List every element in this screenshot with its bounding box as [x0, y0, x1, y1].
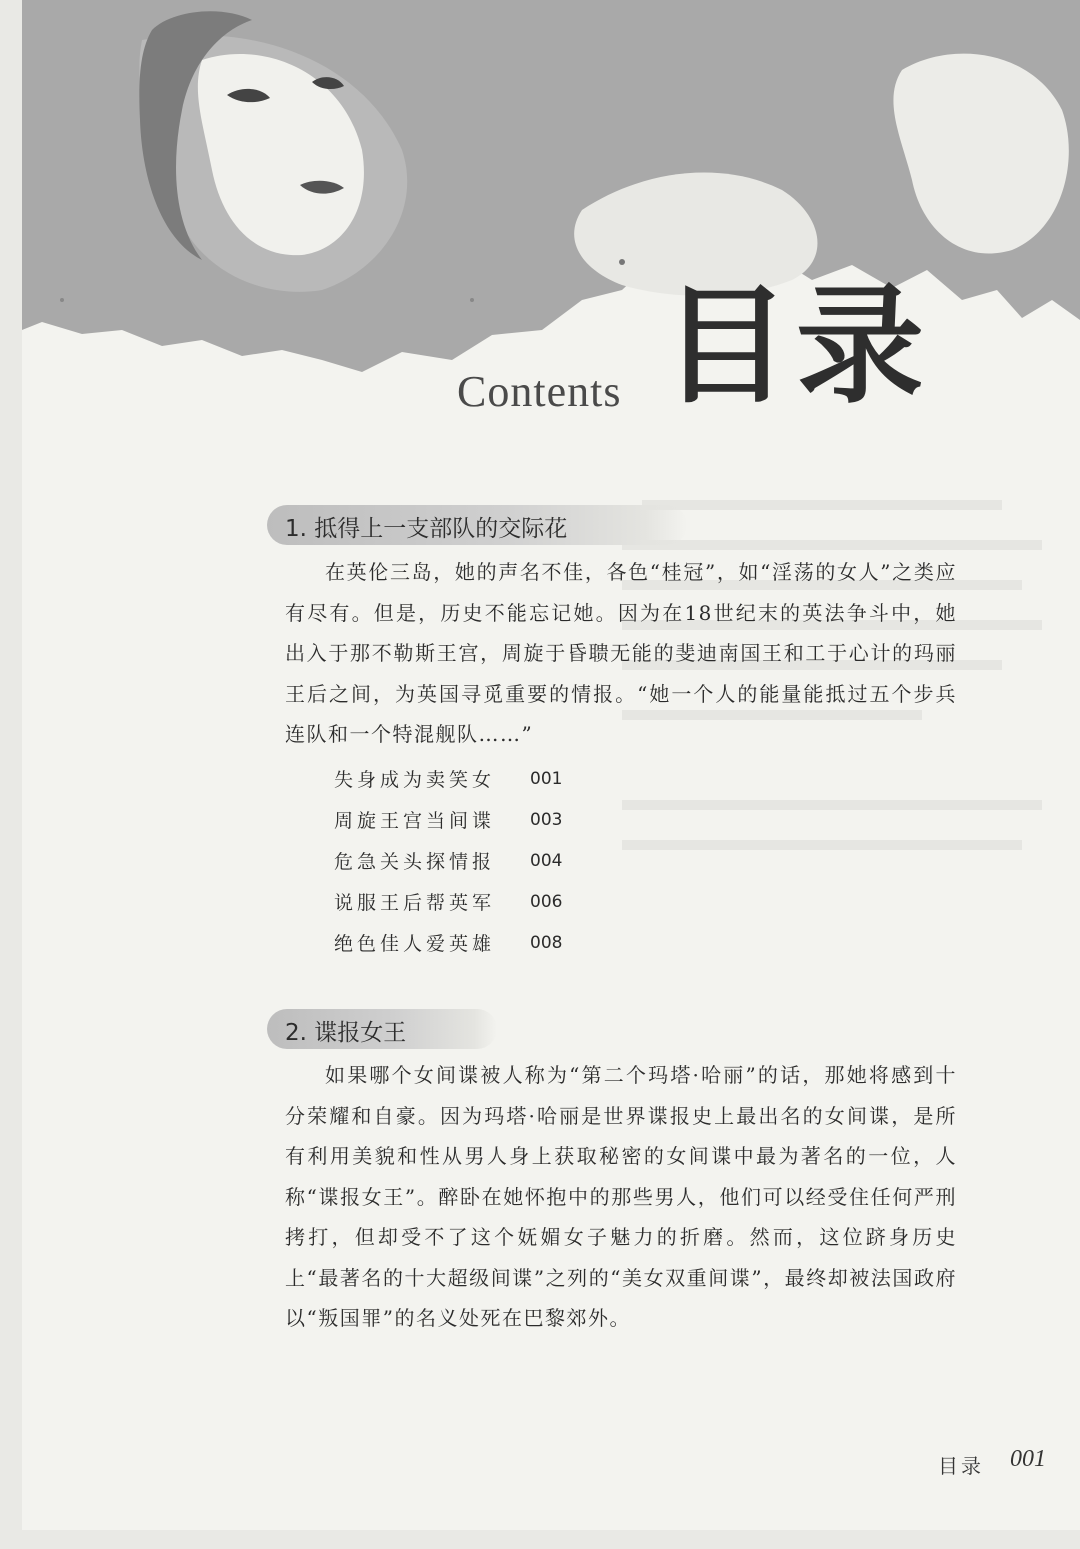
toc-entry-page: 006 — [530, 891, 563, 912]
section-2-heading-bar — [267, 1009, 497, 1049]
section-1-toc — [334, 758, 562, 963]
section-1-heading: 1. 抵得上一支部队的交际花 — [285, 516, 568, 542]
toc-entry[interactable] — [334, 840, 562, 881]
footer-label: 目录 — [938, 1454, 984, 1478]
toc-entry-page: 003 — [530, 809, 563, 830]
toc-entry-title: 危急关头探情报 — [334, 851, 496, 873]
toc-entry-page: 008 — [530, 932, 563, 953]
toc-entry[interactable] — [334, 881, 562, 922]
toc-entry-page: 004 — [530, 850, 563, 871]
page-number: 001 — [1010, 1446, 1046, 1472]
section-1-summary: 在英伦三岛，她的声名不佳，各色“桂冠”，如“淫荡的女人”之类应有尽有。但是，历史不能忘记她。因为在18世纪末的英法争斗中，她出入于那不勒斯王宫，周旋于昏聩无能的斐迪南国王和工于心计的玛丽王后之间，为英国寻觅重要的情报。“她一个人的能量能抵过五个步兵连队和一个特混舰队……” — [285, 560, 957, 746]
toc-entry-title: 失身成为卖笑女 — [334, 769, 496, 791]
toc-entry[interactable] — [334, 922, 562, 963]
page — [22, 0, 1080, 1530]
section-2-heading: 2. 谍报女王 — [285, 1020, 407, 1046]
contents-heading-en: Contents — [457, 367, 622, 416]
toc-entry-title: 绝色佳人爱英雄 — [334, 933, 496, 955]
toc-entry[interactable] — [334, 799, 562, 840]
section-2-summary: 如果哪个女间谍被人称为“第二个玛塔·哈丽”的话，那她将感到十分荣耀和自豪。因为玛塔·哈丽是世界谍报史上最出名的女间谍，是所有利用美貌和性从男人身上获取秘密的女间谍中最为著名的一位，人称“谍报女王”。醉卧在她怀抱中的那些男人，他们可以经受住任何严刑拷打，但却受不了这个妩媚女子魅力的折磨。然而，这位跻身历史上“最著名的十大超级间谍”之列的“美女双重间谍”，最终却被法国政府以“叛国罪”的名义处死在巴黎郊外。 — [285, 1063, 957, 1330]
toc-entry-page: 001 — [530, 768, 563, 789]
toc-entry[interactable] — [334, 758, 562, 799]
page-title: 目录 — [662, 271, 931, 421]
section-1-heading-bar — [267, 505, 687, 545]
toc-entry-title: 说服王后帮英军 — [334, 892, 496, 914]
toc-entry-title: 周旋王宫当间谍 — [334, 810, 496, 832]
